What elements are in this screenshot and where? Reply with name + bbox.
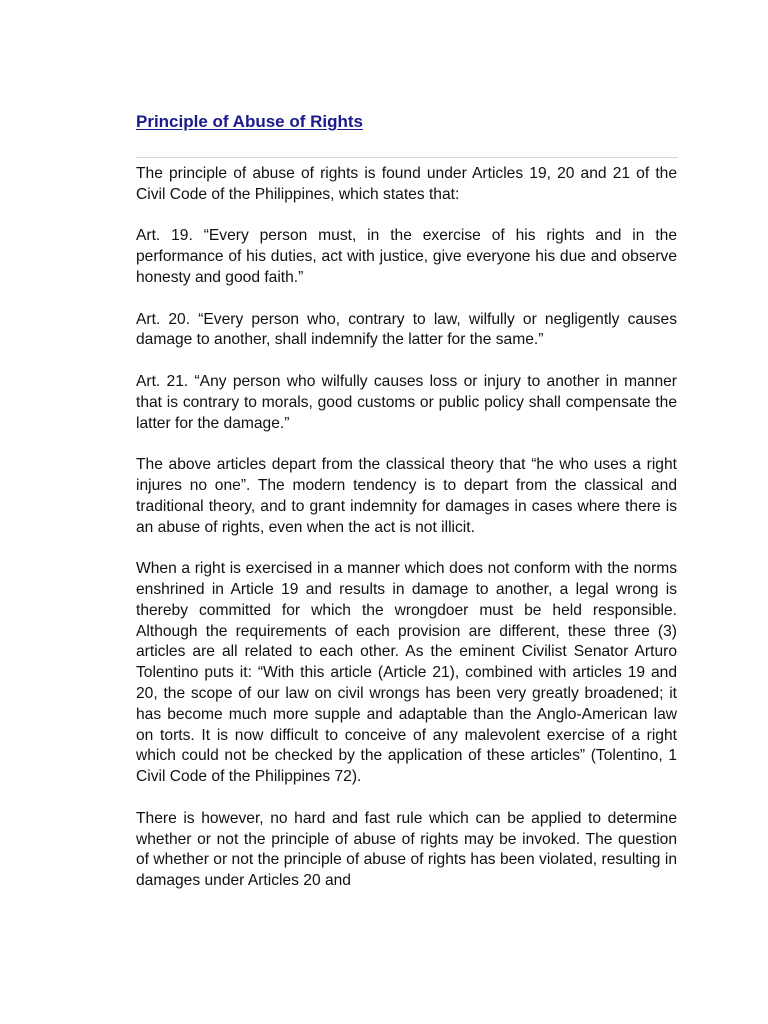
title-divider xyxy=(136,157,678,158)
paragraph-art-19: Art. 19. “Every person must, in the exercise of his rights and in the performance of his duties, act with justice, give everyone his due and observe honesty and good faith.” xyxy=(136,227,677,286)
paragraph-no-hard-rule: There is however, no hard and fast rule which can be applied to determine whether or not the principle of abuse of rights may be invoked. The question of whether or not the principle of abuse of rights has been violated, resulting in damages under Articles 20 and xyxy=(136,809,677,890)
paragraph-classical-theory: The above articles depart from the classical theory that “he who uses a right injures no one”. The modern tendency is to depart from the classical and traditional theory, and to grant indemnity for damages in cases where there is an abuse of rights, even when the act is not illicit. xyxy=(136,456,677,536)
paragraph-art-21: Art. 21. “Any person who wilfully causes loss or injury to another in manner that is contrary to morals, good customs or public policy shall compensate the latter for the damage.” xyxy=(136,372,677,432)
document-title: Principle of Abuse of Rights xyxy=(136,112,363,131)
paragraph-art-20: Art. 20. “Every person who, contrary to law, wilfully or negligently causes damage to another, shall indemnify the latter for the same.” xyxy=(136,310,677,349)
document-body xyxy=(136,164,677,913)
paragraph-tolentino: When a right is exercised in a manner which does not conform with the norms enshrined in Article 19 and results in damage to another, a legal wrong is thereby committed for which the wrongdoer must be held responsible. Although the requirements of each provision are different, these three (3) articles are all related to each other. As the eminent Civilist Senator Arturo Tolentino puts it: “With this article (Article 21), combined with articles 19 and 20, the scope of our law on civil wrongs has been very greatly broadened; it has become much more supple and adaptable than the Anglo-American law on torts. It is now difficult to conceive of any malevolent exercise of a right which could not be checked by the application of these articles” (Tolentino, 1 Civil Code of the Philippines 72). xyxy=(136,560,677,786)
paragraph-intro: The principle of abuse of rights is found under Articles 19, 20 and 21 of the Civil Code of the Philippines, which states that: xyxy=(136,165,677,203)
